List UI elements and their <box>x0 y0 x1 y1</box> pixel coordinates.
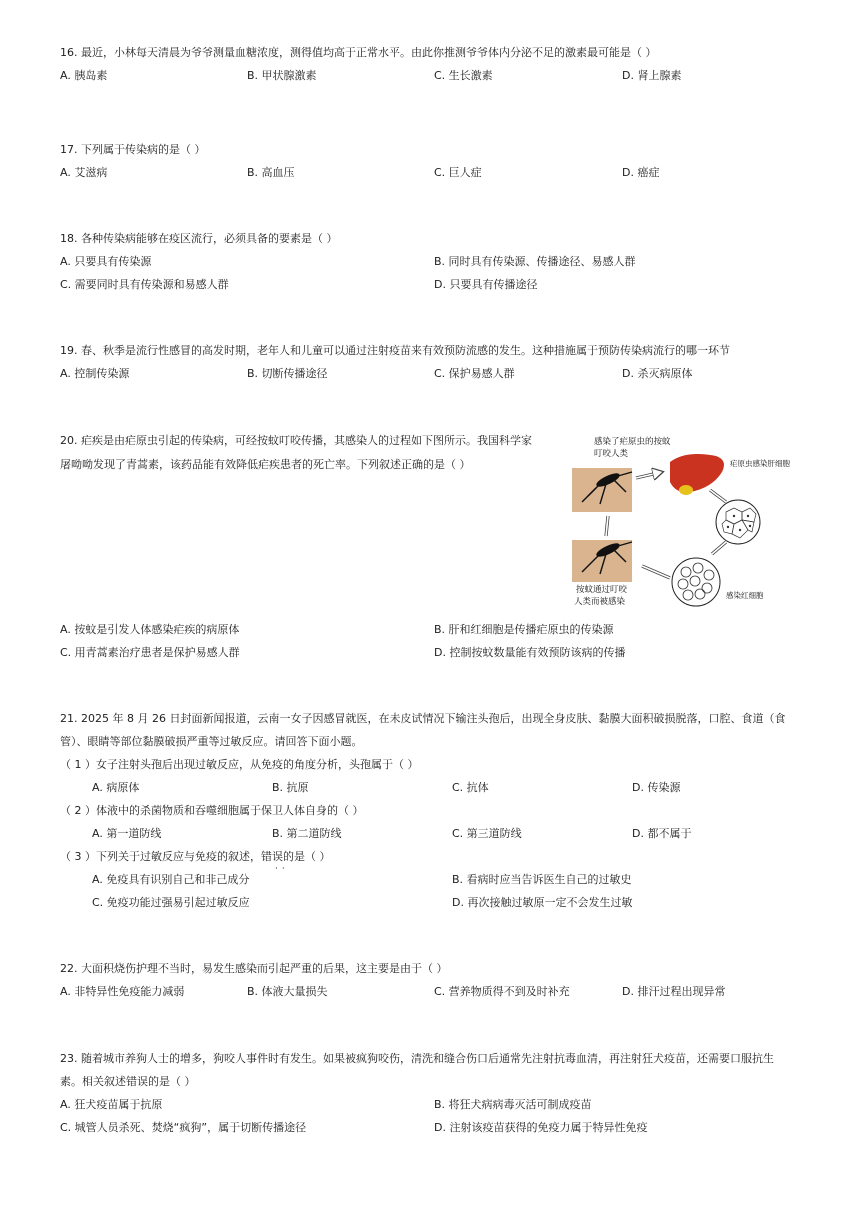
q17-option-c: C. 巨人症 <box>434 166 482 179</box>
q21-sub1-option-a: A. 病原体 <box>92 781 140 794</box>
q21-sub2-option-a: A. 第一道防线 <box>92 827 162 840</box>
q21-sub2-option-d: D. 都不属于 <box>632 827 692 840</box>
q21-sub3-stem: （ 3 ）下列关于过敏反应与免疫的叙述，错误的是（ ） <box>60 850 331 863</box>
q23-option-c: C. 城管人员杀死、焚烧“疯狗”，属于切断传播途径 <box>60 1121 307 1134</box>
figure-label-top-line2: 叮咬人类 <box>594 449 629 459</box>
q22-option-d: D. 排汗过程出现异常 <box>622 985 726 998</box>
skin-photo-bottom <box>572 540 632 582</box>
q18-option-a: A. 只要具有传染源 <box>60 255 152 268</box>
q18-option-d: D. 只要具有传播途径 <box>434 278 538 291</box>
q22-option-c: C. 营养物质得不到及时补充 <box>434 985 570 998</box>
q16-stem: 16. 最近，小林每天清晨为爷爷测量血糖浓度，测得值均高于正常水平。由此你推测爷爷体内分泌不足的激素最可能是（ ） <box>60 46 657 59</box>
q21-sub3-option-c: C. 免疫功能过强易引起过敏反应 <box>92 896 250 909</box>
q17-option-b: B. 高血压 <box>247 166 295 179</box>
q17-option-d: D. 癌症 <box>622 166 660 179</box>
figure-label-top-line1: 感染了疟原虫的按蚊 <box>594 437 671 447</box>
figure-label-rbc: 感染红细胞 <box>726 591 764 600</box>
q19-option-d: D. 杀灭病原体 <box>622 367 693 380</box>
q19-stem: 19. 春、秋季是流行性感冒的高发时期，老年人和儿童可以通过注射疫苗来有效预防流感的发生。这种措施属于预防传染病流行的哪一环节 <box>60 344 730 357</box>
q17-stem: 17. 下列属于传染病的是（ ） <box>60 143 206 156</box>
q20-option-d: D. 控制按蚊数量能有效预防该病的传播 <box>434 646 626 659</box>
q21-sub3-option-b: B. 看病时应当告诉医生自己的过敏史 <box>452 873 632 886</box>
q22-option-b: B. 体液大量损失 <box>247 985 328 998</box>
q18-stem: 18. 各种传染病能够在疫区流行，必须具备的要素是（ ） <box>60 232 338 245</box>
q17-option-a: A. 艾滋病 <box>60 166 108 179</box>
q16-option-a: A. 胰岛素 <box>60 69 108 82</box>
q19-option-a: A. 控制传染源 <box>60 367 130 380</box>
q20-stem-line2: 屠呦呦发现了青蒿素，该药品能有效降低疟疾患者的死亡率。下列叙述正确的是（ ） <box>60 458 471 471</box>
q20-option-b: B. 肝和红细胞是传播疟原虫的传染源 <box>434 623 614 636</box>
red-blood-cells-icon <box>672 558 720 606</box>
q20-option-c: C. 用青蒿素治疗患者是保护易感人群 <box>60 646 240 659</box>
figure-label-liver: 疟原虫感染肝细胞 <box>730 459 790 468</box>
q22-option-a: A. 非特异性免疫能力减弱 <box>60 985 185 998</box>
q21-sub1-option-b: B. 抗原 <box>272 781 309 794</box>
q19-option-b: B. 切断传播途径 <box>247 367 328 380</box>
q16-option-d: D. 肾上腺素 <box>622 69 682 82</box>
figure-label-bottom-line1: 按蚊通过叮咬 <box>576 585 628 595</box>
q21-sub3-option-d: D. 再次接触过敏原一定不会发生过敏 <box>452 896 633 909</box>
q21-sub2-option-b: B. 第二道防线 <box>272 827 342 840</box>
q21-sub3-option-a: A. 免疫具有识别自己和非己成分 <box>92 873 250 886</box>
emphasis-dots: ·· <box>275 864 289 874</box>
figure-label-bottom-line2: 人类而被感染 <box>574 597 626 607</box>
q16-option-c: C. 生长激素 <box>434 69 493 82</box>
q20-option-a: A. 按蚊是引发人体感染疟疾的病原体 <box>60 623 240 636</box>
q23-option-a: A. 狂犬疫苗属于抗原 <box>60 1098 163 1111</box>
liver-icon <box>670 454 724 492</box>
malaria-cycle-figure <box>566 432 816 610</box>
q18-option-c: C. 需要同时具有传染源和易感人群 <box>60 278 229 291</box>
q19-option-c: C. 保护易感人群 <box>434 367 515 380</box>
q21-stem-line1: 21. 2025 年 8 月 26 日封面新闻报道，云南一女子因感冒就医，在未皮试情况下输注头孢后，出现全身皮肤、黏膜大面积破损脱落，口腔、食道（食 <box>60 712 786 725</box>
q23-option-d: D. 注射该疫苗获得的免疫力属于特异性免疫 <box>434 1121 648 1134</box>
q21-sub2-stem: （ 2 ）体液中的杀菌物质和吞噬细胞属于保卫人体自身的（ ） <box>60 804 364 817</box>
q18-option-b: B. 同时具有传染源、传播途径、易感人群 <box>434 255 636 268</box>
q22-stem: 22. 大面积烧伤护理不当时，易发生感染而引起严重的后果，这主要是由于（ ） <box>60 962 448 975</box>
q23-option-b: B. 将狂犬病病毒灭活可制成疫苗 <box>434 1098 592 1111</box>
q21-sub1-stem: （ 1 ）女子注射头孢后出现过敏反应，从免疫的角度分析，头孢属于（ ） <box>60 758 419 771</box>
q21-stem-line2: 管）、眼睛等部位黏膜破损严重等过敏反应。请回答下面小题。 <box>60 735 363 748</box>
q21-sub1-option-c: C. 抗体 <box>452 781 489 794</box>
q21-sub2-option-c: C. 第三道防线 <box>452 827 522 840</box>
q16-option-b: B. 甲状腺激素 <box>247 69 317 82</box>
q20-stem-line1: 20. 疟疾是由疟原虫引起的传染病，可经按蚊叮咬传播，其感染人的过程如下图所示。我国科学家 <box>60 434 532 447</box>
q23-stem-line2: 素。相关叙述错误的是（ ） <box>60 1075 196 1088</box>
q23-stem-line1: 23. 随着城市养狗人士的增多，狗咬人事件时有发生。如果被疯狗咬伤，清洗和缝合伤口后通常先注射抗毒血清，再注射狂犬疫苗，还需要口服抗生 <box>60 1052 774 1065</box>
q21-sub1-option-d: D. 传染源 <box>632 781 681 794</box>
